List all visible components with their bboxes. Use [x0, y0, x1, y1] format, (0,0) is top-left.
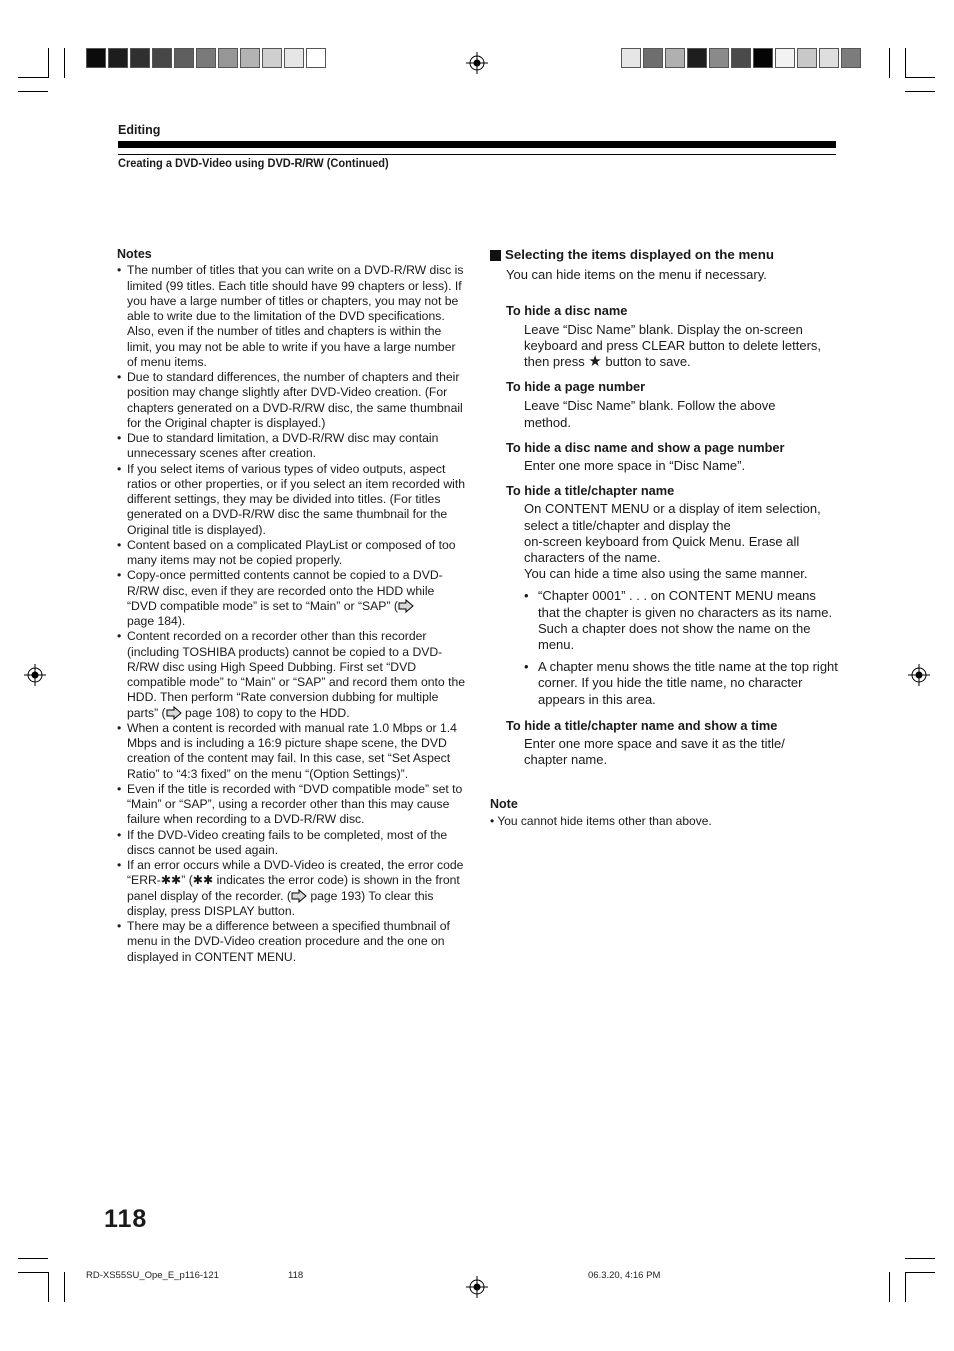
color-swatch	[218, 48, 238, 68]
body-text: on-screen keyboard from Quick Menu. Erase all characters of the name.	[524, 533, 800, 566]
crop-mark	[18, 1258, 48, 1259]
note-text: Copy-once permitted contents cannot be copied to a DVD-R/RW disc, even if they are recorded onto the HDD while “DVD compatible mode” is set to “Main” or “SAP” (	[127, 568, 443, 613]
color-swatch	[753, 48, 773, 68]
body-hide-title-chapter-show-time: Enter one more space and save it as the title/ chapter name.	[524, 736, 785, 768]
crop-mark	[18, 1272, 48, 1273]
list-item	[117, 629, 467, 721]
note-text: • You cannot hide items other than above.	[490, 813, 712, 828]
section-intro: You can hide items on the menu if necessary.	[506, 267, 767, 283]
color-swatch	[687, 48, 707, 68]
menu-items-section	[490, 247, 840, 829]
header-rule-thin	[118, 154, 836, 155]
body-text: Leave “Disc Name” blank. Display the on-screen keyboard and press CLEAR button to delete letters, then press	[524, 321, 822, 370]
color-swatch	[775, 48, 795, 68]
color-swatch	[797, 48, 817, 68]
section-heading	[490, 247, 840, 263]
footer-filename: RD-XS55SU_Ope_E_p116-121	[86, 1270, 219, 1281]
color-bar-left	[86, 48, 328, 68]
registration-mark-icon	[24, 664, 46, 686]
note-text: page 184).	[127, 614, 186, 628]
body-hide-disc-name-show-page: Enter one more space in “Disc Name”.	[524, 458, 746, 474]
note-text: page 193) To clear this display, press DISPLAY button.	[127, 888, 434, 918]
subheading-hide-disc-name-show-page: To hide a disc name and show a page number	[506, 439, 785, 455]
note-text: Content recorded on a recorder other than this recorder (including TOSHIBA products) cannot be copied to a DVD-R/RW disc using High Speed Dubbing. First set “DVD compatible mode” to “Main” or “SAP” and record them onto the HDD. Then perform “Rate conversion dubbing for multiple parts” (	[127, 629, 466, 720]
color-swatch	[709, 48, 729, 68]
color-swatch	[621, 48, 641, 68]
color-bar-right	[621, 48, 863, 68]
notes-list	[117, 263, 467, 965]
body-hide-page-number: Leave “Disc Name” blank. Follow the above method.	[524, 398, 776, 430]
header-rule-thick	[118, 141, 836, 148]
crop-mark	[64, 48, 65, 78]
crop-mark	[48, 1272, 49, 1302]
body-hide-title-chapter	[524, 501, 840, 582]
section-label: Editing	[118, 123, 161, 137]
page-subtitle: Creating a DVD-Video using DVD-R/RW (Continued)	[118, 156, 389, 170]
page-reference-arrow-icon	[166, 706, 182, 720]
list-item: • If the DVD-Video creating fails to be completed, most of the discs cannot be used again.	[117, 828, 467, 859]
crop-mark	[889, 1272, 890, 1302]
crop-mark	[905, 77, 935, 78]
note-text: page 108) to copy to the HDD.	[181, 705, 350, 720]
color-swatch	[665, 48, 685, 68]
star-icon: ★	[588, 353, 602, 371]
body-text: You can hide a time also using the same manner.	[524, 566, 808, 582]
crop-mark	[889, 48, 890, 78]
crop-mark	[905, 1272, 906, 1302]
subheading-hide-title-chapter-show-time: To hide a title/chapter name and show a time	[506, 717, 778, 733]
color-swatch	[262, 48, 282, 68]
color-swatch	[130, 48, 150, 68]
color-swatch	[152, 48, 172, 68]
list-item: • If you select items of various types of video outputs, aspect ratios or other properties, or if you select an item recorded with different settings, they may be divided into titles. (For titles generated on a DVD-R/RW disc the same thumbnail for the Original title is displayed).	[117, 462, 467, 538]
color-swatch	[841, 48, 861, 68]
crop-mark	[48, 48, 49, 78]
subheading-hide-page-number: To hide a page number	[506, 379, 646, 395]
color-swatch	[86, 48, 106, 68]
note-title: Note	[490, 797, 518, 812]
notes-column	[117, 247, 467, 965]
crop-mark	[905, 91, 935, 92]
crop-mark	[905, 1258, 935, 1259]
page-reference-arrow-icon	[291, 889, 307, 903]
list-item: • Even if the title is recorded with “DVD compatible mode” set to “Main” or “SAP”, using a recorder other than this may cause failure when recording to a DVD-R/RW disc.	[117, 782, 467, 828]
footer-page: 118	[288, 1270, 304, 1281]
registration-mark-icon	[908, 664, 930, 686]
registration-mark-icon	[466, 1276, 488, 1298]
page-reference-arrow-icon	[398, 599, 414, 613]
color-swatch	[240, 48, 260, 68]
list-item: • The number of titles that you can write on a DVD-R/RW disc is limited (99 titles. Each title should have 99 chapters or less). If you have a large number of titles or chapters, you may not be able to write due to the limitation of the DVD specifications. Also, even if the number of titles and chapters is within the limit, you may not be able to write if you have a large number of menu items.	[117, 263, 467, 370]
color-swatch	[284, 48, 304, 68]
page-number: 118	[104, 1205, 148, 1233]
list-item: • Due to standard limitation, a DVD-R/RW disc may contain unnecessary scenes after creation.	[117, 431, 467, 462]
color-swatch	[108, 48, 128, 68]
crop-mark	[18, 91, 48, 92]
crop-mark	[905, 48, 906, 78]
list-item: • Due to standard differences, the number of chapters and their position may change slightly after DVD-Video creation. (For chapters generated on a DVD-R/RW disc, the same thumbnail for the Original chapter is displayed.)	[117, 370, 467, 431]
subheading-hide-disc-name: To hide a disc name	[506, 303, 628, 319]
footer-timestamp: 06.3.20, 4:16 PM	[588, 1270, 661, 1281]
color-swatch	[819, 48, 839, 68]
list-item	[117, 568, 467, 629]
color-swatch	[306, 48, 326, 68]
list-item: • When a content is recorded with manual rate 1.0 Mbps or 1.4 Mbps and is including a 16:9 picture shape scene, the DVD creation of the content may fail. In this case, set “Set Aspect Ratio” to “4:3 fixed” on the menu “(Option Settings)”.	[117, 721, 467, 782]
color-swatch	[731, 48, 751, 68]
body-hide-disc-name	[524, 322, 840, 371]
section-square-icon	[490, 250, 501, 261]
color-swatch	[643, 48, 663, 68]
notes-title: Notes	[117, 247, 152, 261]
note-text: If an error occurs while a DVD-Video is created, the error code “ERR-✱✱” (✱✱ indicates the error code) is shown in the front panel display of the recorder. (	[127, 858, 464, 903]
list-item: • A chapter menu shows the title name at the top right corner. If you hide the title name, no character appears in this area.	[538, 659, 840, 708]
section-heading-text: Selecting the items displayed on the menu	[505, 247, 774, 262]
list-item: • Content based on a complicated PlayList or composed of too many items may not be copied properly.	[117, 538, 467, 569]
crop-mark	[64, 1272, 65, 1302]
registration-mark-icon	[466, 52, 488, 74]
list-item: • There may be a difference between a specified thumbnail of menu in the DVD-Video creation procedure and the one on displayed in CONTENT MENU.	[117, 919, 467, 965]
crop-mark	[905, 1272, 935, 1273]
color-swatch	[196, 48, 216, 68]
body-text: On CONTENT MENU or a display of item selection, select a title/chapter and display the	[524, 501, 821, 533]
color-swatch	[174, 48, 194, 68]
list-item	[117, 858, 467, 919]
body-text: button to save.	[601, 354, 691, 370]
crop-mark	[18, 77, 48, 78]
subheading-hide-title-chapter: To hide a title/chapter name	[506, 483, 675, 499]
list-item: • “Chapter 0001” . . . on CONTENT MENU means that the chapter is given no characters as its name. Such a chapter does not show the name on the menu.	[538, 588, 840, 653]
